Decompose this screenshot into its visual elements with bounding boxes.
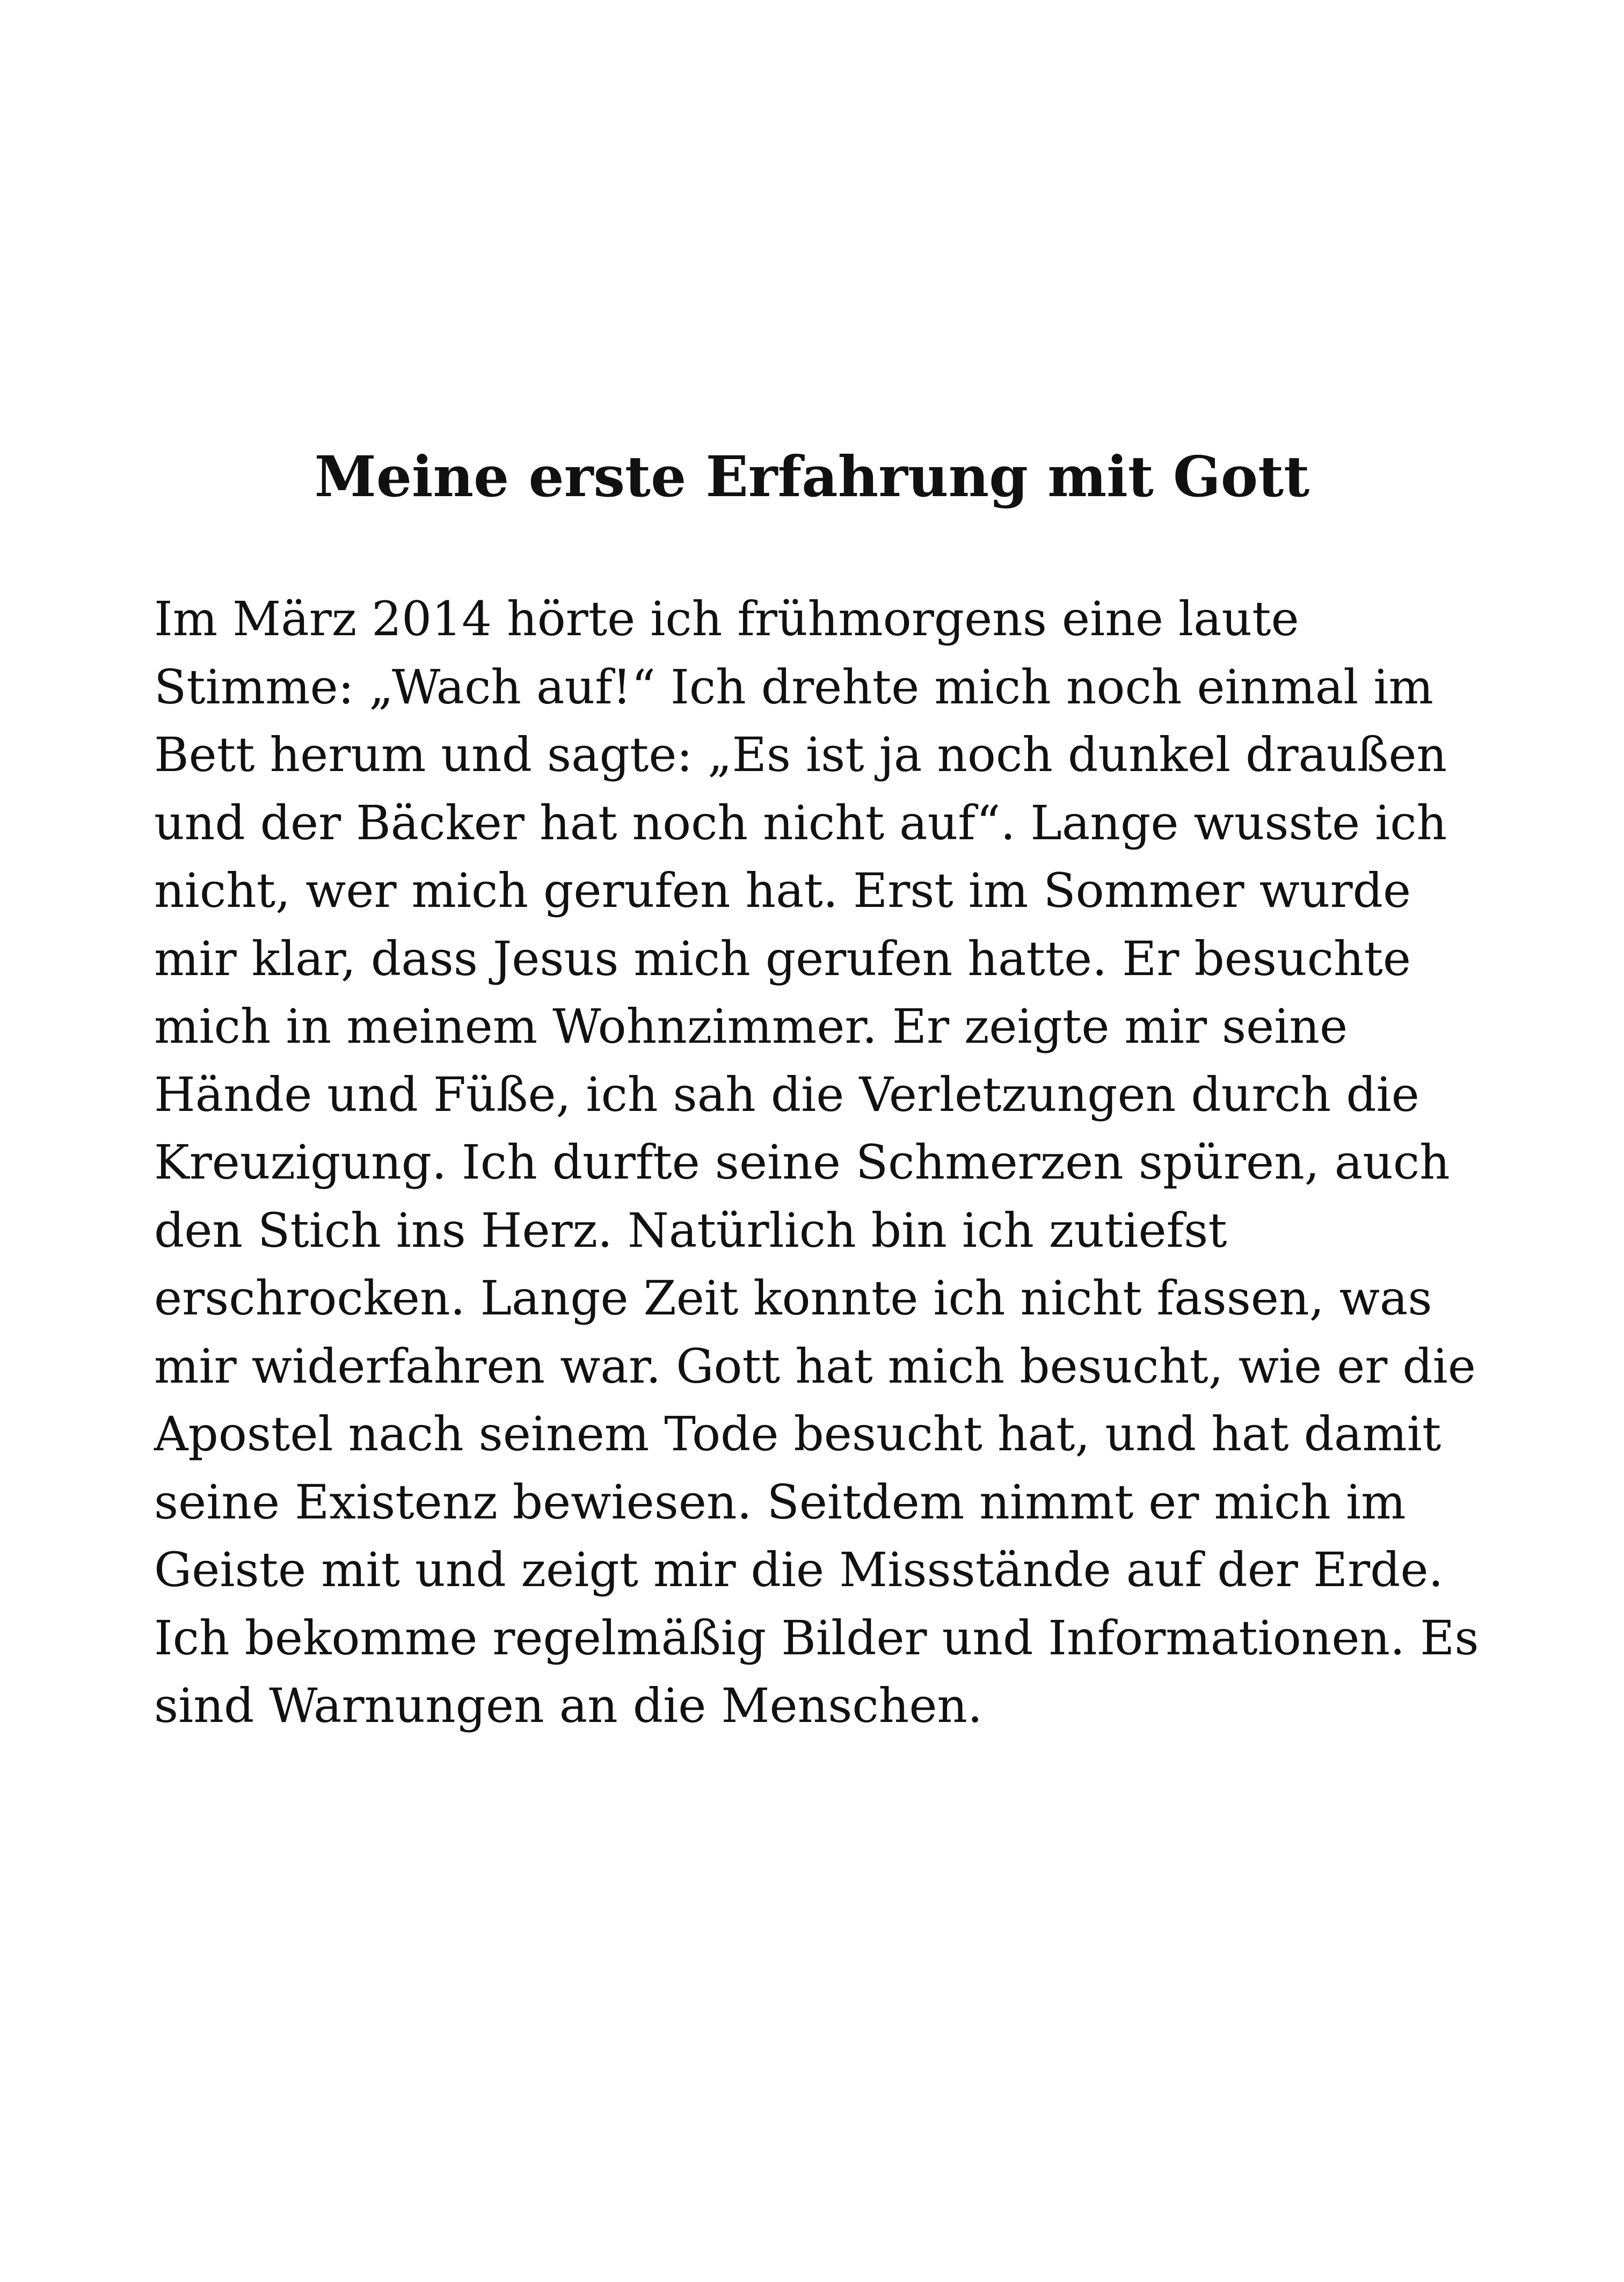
document-title: Meine erste Erfahrung mit Gott (314, 444, 1310, 510)
text-line: den Stich ins Herz. Natürlich bin ich zutiefst (154, 1202, 1227, 1258)
text-line: mir widerfahren war. Gott hat mich besucht, wie er die (154, 1338, 1476, 1394)
text-line: mich in meinem Wohnzimmer. Er zeigte mir seine (154, 999, 1348, 1054)
text-line: seine Existenz bewiesen. Seitdem nimmt er mich im (154, 1474, 1406, 1530)
text-line: sind Warnungen an die Menschen. (154, 1678, 983, 1733)
text-line: mir klar, dass Jesus mich gerufen hatte. Er besuchte (154, 931, 1411, 986)
text-line: Hände und Füße, ich sah die Verletzungen durch die (154, 1066, 1419, 1122)
text-line: und der Bäcker hat noch nicht auf“. Lange wusste ich (154, 795, 1447, 851)
text-line: nicht, wer mich gerufen hat. Erst im Sommer wurde (154, 863, 1411, 918)
text-line: Kreuzigung. Ich durfte seine Schmerzen spüren, auch (154, 1135, 1450, 1190)
text-line: Apostel nach seinem Tode besucht hat, und hat damit (154, 1406, 1441, 1462)
text-line: Bett herum und sagte: „Es ist ja noch dunkel draußen (154, 727, 1447, 782)
text-line: Im März 2014 hörte ich frühmorgens eine laute (154, 591, 1299, 646)
text-line: Ich bekomme regelmäßig Bilder und Informationen. Es (154, 1610, 1479, 1666)
text-line: Geiste mit und zeigt mir die Missstände auf der Erde. (154, 1542, 1444, 1597)
text-line: erschrocken. Lange Zeit konnte ich nicht fassen, was (154, 1270, 1432, 1326)
text-line: Stimme: „Wach auf!“ Ich drehte mich noch einmal im (154, 659, 1433, 715)
body-paragraph (154, 585, 1528, 1740)
